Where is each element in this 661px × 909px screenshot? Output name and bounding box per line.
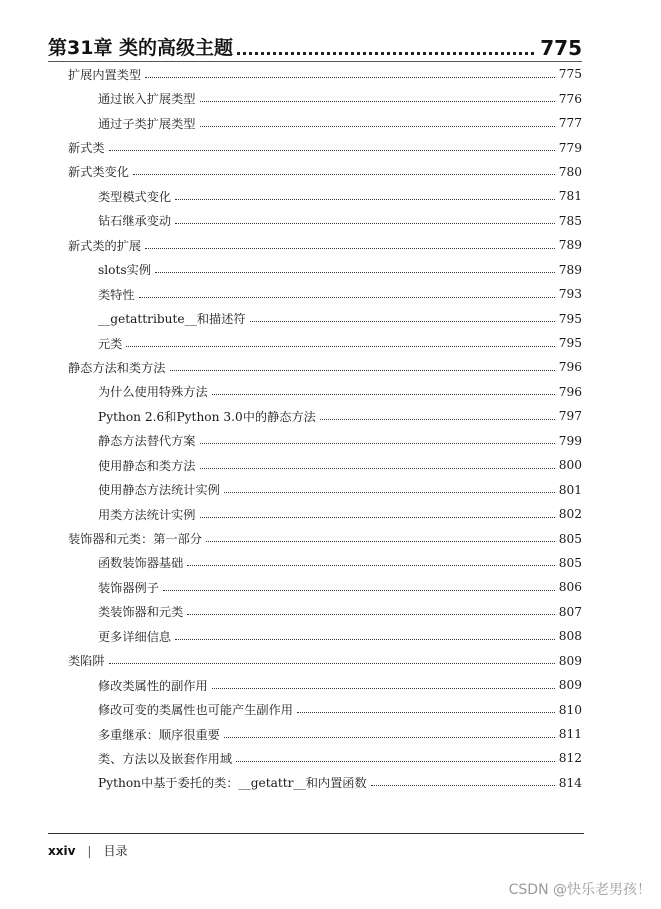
toc-entry-label: 静态方法和类方法 — [68, 360, 166, 375]
toc-entry-label: 类特性 — [98, 287, 135, 302]
chapter-heading — [48, 30, 582, 60]
footer-page-number: xxiv — [48, 843, 76, 858]
toc-subsection-entry — [0, 209, 661, 233]
toc-dot-leader — [224, 492, 555, 493]
toc-dot-leader — [236, 761, 555, 762]
toc-dot-leader — [145, 248, 555, 249]
toc-dot-leader — [224, 737, 555, 738]
toc-entry-page-number: 808 — [558, 629, 582, 644]
toc-entry-page-number: 806 — [558, 580, 582, 595]
toc-entry-label: __getattribute__和描述符 — [98, 312, 246, 327]
footer-separator: | — [87, 843, 92, 858]
toc-entry-page-number: 775 — [558, 67, 582, 82]
toc-section-entry — [0, 160, 661, 184]
toc-entry-page-number: 810 — [558, 702, 582, 717]
toc-entry-label: 修改可变的类属性也可能产生副作用 — [98, 703, 293, 718]
toc-entry-label: 静态方法替代方案 — [98, 434, 196, 449]
toc-subsection-entry — [0, 722, 661, 746]
toc-entry-label: 函数装饰器基础 — [98, 556, 184, 571]
page-top-margin — [0, 0, 661, 22]
toc-entry-label: 装饰器例子 — [98, 580, 159, 595]
toc-dot-leader — [200, 443, 556, 444]
toc-dot-leader — [200, 468, 556, 469]
toc-entry-page-number: 800 — [558, 458, 582, 473]
toc-dot-leader — [163, 590, 555, 591]
toc-section-entry — [0, 649, 661, 673]
toc-entry-page-number: 785 — [558, 213, 582, 228]
toc-subsection-entry — [0, 429, 661, 453]
toc-entry-label: 钻石继承变动 — [98, 214, 172, 229]
toc-entry-page-number: 814 — [558, 775, 582, 790]
toc-entry-label: 多重继承：顺序很重要 — [98, 727, 220, 742]
toc-entry-page-number: 802 — [558, 507, 582, 522]
toc-dot-leader — [109, 663, 555, 664]
toc-section-entry — [0, 355, 661, 379]
toc-dot-leader — [109, 150, 555, 151]
toc-entry-label: Python中基于委托的类：__getattr__和内置函数 — [98, 776, 367, 791]
toc-entry-page-number: 805 — [558, 555, 582, 570]
toc-entry-page-number: 797 — [558, 409, 582, 424]
toc-entry-label: 更多详细信息 — [98, 629, 172, 644]
toc-entry-page-number: 793 — [558, 287, 582, 302]
toc-entry-page-number: 776 — [558, 91, 582, 106]
toc-subsection-entry — [0, 331, 661, 355]
toc-entry-label: 新式类变化 — [68, 165, 129, 180]
toc-dot-leader — [187, 565, 555, 566]
toc-dot-leader — [212, 394, 555, 395]
toc-dot-leader — [320, 419, 555, 420]
toc-dot-leader — [175, 223, 555, 224]
toc-dot-leader — [200, 126, 556, 127]
toc-subsection-entry — [0, 673, 661, 697]
toc-dot-leader — [175, 199, 555, 200]
toc-dot-leader — [133, 174, 555, 175]
toc-entry-page-number: 795 — [558, 311, 582, 326]
toc-entry-label: 类型模式变化 — [98, 189, 172, 204]
toc-entry-label: 类陷阱 — [68, 654, 105, 669]
toc-subsection-entry — [0, 600, 661, 624]
toc-subsection-entry — [0, 111, 661, 135]
toc-subsection-entry — [0, 771, 661, 795]
toc-entry-label: 使用静态和类方法 — [98, 458, 196, 473]
toc-entry-label: 扩展内置类型 — [68, 67, 142, 82]
toc-entry-page-number: 777 — [558, 116, 582, 131]
toc-entry-page-number: 796 — [558, 360, 582, 375]
footer-rule — [48, 833, 584, 834]
toc-dot-leader — [126, 346, 555, 347]
toc-dot-leader — [212, 688, 555, 689]
toc-dot-leader — [175, 639, 555, 640]
toc-section-entry — [0, 62, 661, 86]
toc-entry-label: 新式类的扩展 — [68, 238, 142, 253]
toc-entry-label: 类、方法以及嵌套作用域 — [98, 751, 233, 766]
toc-subsection-entry — [0, 746, 661, 770]
page-footer — [48, 842, 127, 859]
toc-entry-page-number: 795 — [558, 336, 582, 351]
toc-subsection-entry — [0, 282, 661, 306]
toc-dot-leader — [139, 297, 555, 298]
toc-entry-page-number: 780 — [558, 164, 582, 179]
toc-dot-leader — [206, 541, 555, 542]
toc-section-entry — [0, 233, 661, 257]
toc-entry-label: 装饰器和元类：第一部分 — [68, 532, 203, 547]
toc-entry-label: 通过嵌入扩展类型 — [98, 92, 196, 107]
toc-entry-label: 类装饰器和元类 — [98, 605, 184, 620]
toc-subsection-entry — [0, 380, 661, 404]
toc-entry-page-number: 781 — [558, 189, 582, 204]
toc-entry-page-number: 801 — [558, 482, 582, 497]
toc-entry-page-number: 812 — [558, 751, 582, 766]
toc-entry-label: 修改类属性的副作用 — [98, 678, 208, 693]
toc-subsection-entry — [0, 697, 661, 721]
toc-subsection-entry — [0, 453, 661, 477]
toc-subsection-entry — [0, 306, 661, 330]
toc-entry-label: 新式类 — [68, 141, 105, 156]
toc-entry-label: Python 2.6和Python 3.0中的静态方法 — [98, 409, 316, 424]
chapter-dot-leader — [237, 52, 534, 55]
watermark: CSDN @快乐老男孩！ — [508, 882, 651, 898]
toc-entry-page-number: 796 — [558, 384, 582, 399]
toc-section-entry — [0, 526, 661, 550]
toc-subsection-entry — [0, 502, 661, 526]
toc-subsection-entry — [0, 575, 661, 599]
toc-entry-page-number: 809 — [558, 678, 582, 693]
toc-subsection-entry — [0, 477, 661, 501]
toc-entry-page-number: 799 — [558, 433, 582, 448]
toc-dot-leader — [200, 517, 556, 518]
toc-entry-label: 用类方法统计实例 — [98, 507, 196, 522]
toc-dot-leader — [155, 272, 555, 273]
toc-subsection-entry — [0, 551, 661, 575]
toc-entry-label: slots实例 — [98, 263, 152, 278]
footer-section-label: 目录 — [103, 844, 128, 858]
toc-dot-leader — [145, 77, 555, 78]
toc-dot-leader — [250, 321, 555, 322]
toc-entry-page-number: 805 — [558, 531, 582, 546]
toc-dot-leader — [187, 614, 555, 615]
toc-subsection-entry — [0, 86, 661, 110]
chapter-page-number: 775 — [540, 36, 582, 60]
toc-section-entry — [0, 135, 661, 159]
toc-entry-page-number: 811 — [558, 727, 582, 742]
toc-subsection-entry — [0, 184, 661, 208]
toc-entry-label: 使用静态方法统计实例 — [98, 483, 220, 498]
toc-entry-page-number: 789 — [558, 262, 582, 277]
toc-entry-page-number: 807 — [558, 604, 582, 619]
toc-entry-page-number: 809 — [558, 653, 582, 668]
toc-dot-leader — [200, 101, 556, 102]
toc-subsection-entry — [0, 258, 661, 282]
table-of-contents — [0, 62, 661, 795]
toc-entry-label: 元类 — [98, 336, 123, 351]
toc-entry-label: 通过子类扩展类型 — [98, 116, 196, 131]
toc-dot-leader — [297, 712, 555, 713]
toc-subsection-entry — [0, 404, 661, 428]
toc-dot-leader — [371, 785, 555, 786]
toc-dot-leader — [170, 370, 556, 371]
toc-entry-page-number: 789 — [558, 238, 582, 253]
toc-entry-label: 为什么使用特殊方法 — [98, 385, 208, 400]
toc-subsection-entry — [0, 624, 661, 648]
toc-entry-page-number: 779 — [558, 140, 582, 155]
chapter-title: 第31章 类的高级主题 — [48, 37, 234, 59]
